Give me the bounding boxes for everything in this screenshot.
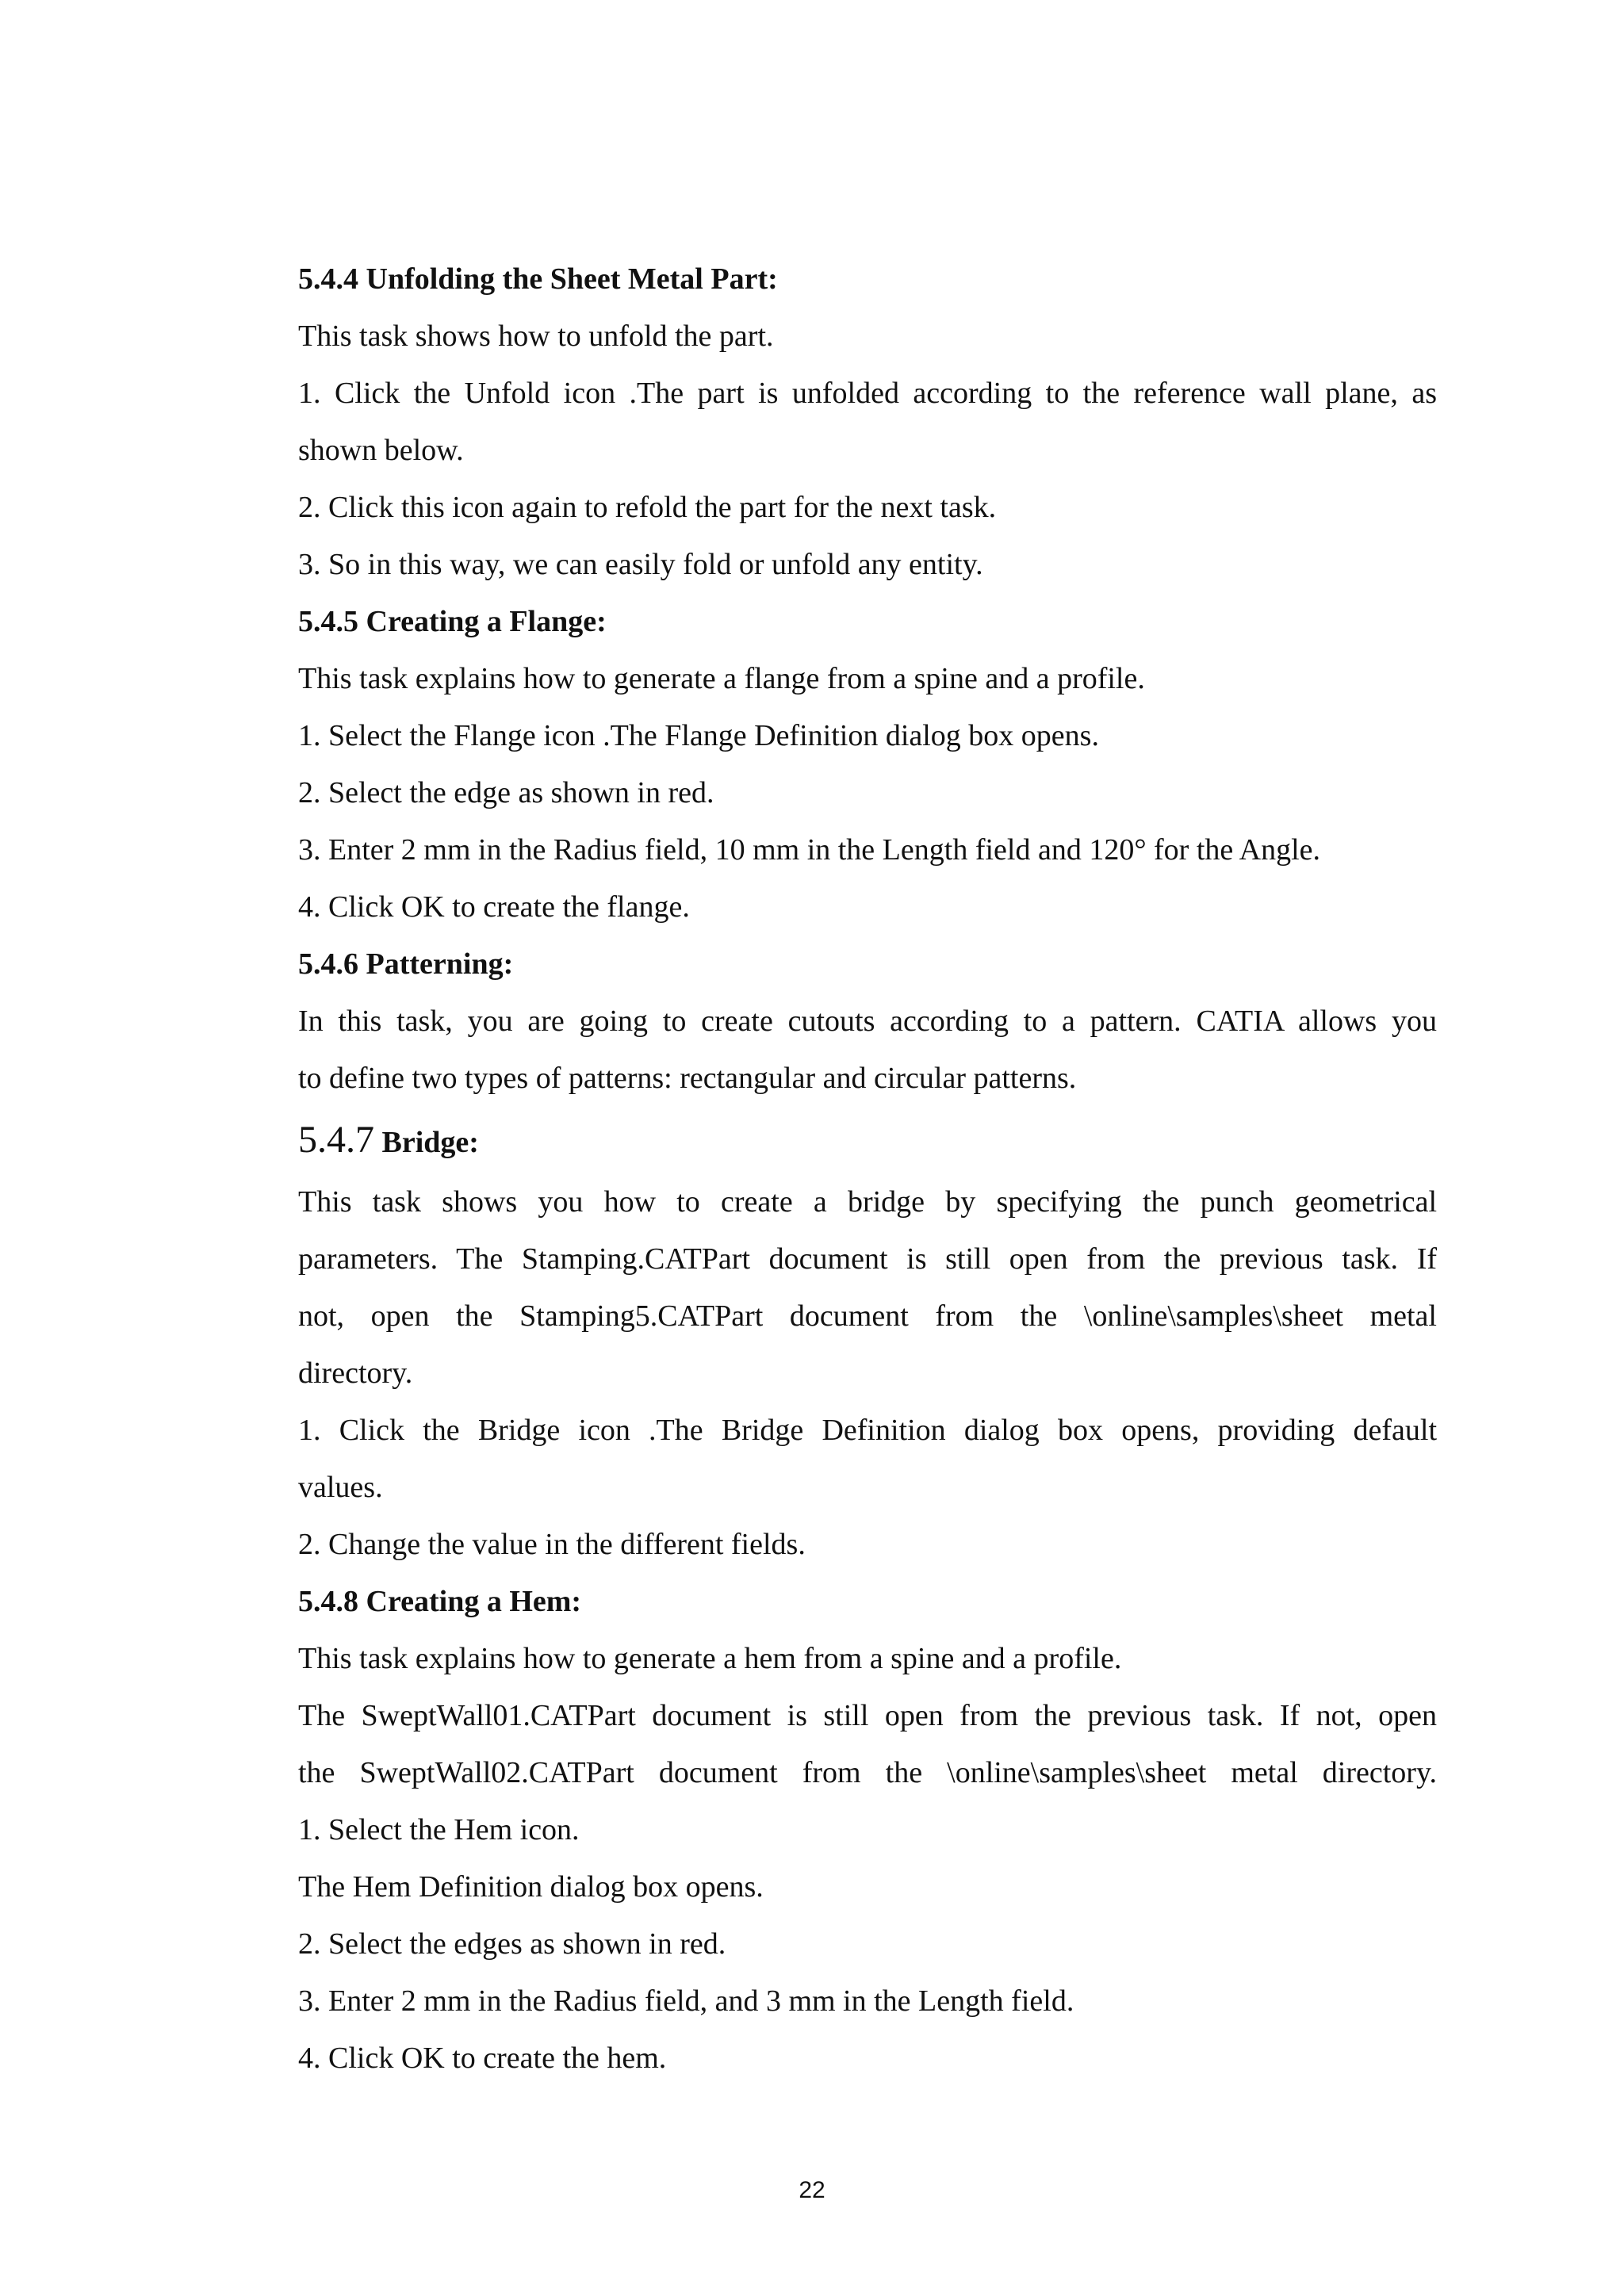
heading-5-4-7 (298, 1107, 1437, 1173)
paragraph-line: directory. (298, 1357, 413, 1390)
heading-5-4-6: 5.4.6 Patterning: (298, 947, 514, 981)
paragraph-line: 2. Click this icon again to refold the part for the next task. (298, 491, 997, 524)
paragraph-line: 1. Select the Hem icon. (298, 1813, 580, 1846)
paragraph-line: 1. Select the Flange icon .The Flange Definition dialog box opens. (298, 719, 1099, 752)
paragraph-line: This task explains how to generate a hem from a spine and a profile. (298, 1642, 1122, 1675)
paragraph-line: 2. Select the edge as shown in red. (298, 776, 714, 809)
paragraph-line: 3. So in this way, we can easily fold or unfold any entity. (298, 548, 983, 581)
heading-5-4-4: 5.4.4 Unfolding the Sheet Metal Part: (298, 262, 778, 296)
paragraph-line: 4. Click OK to create the flange. (298, 890, 690, 924)
paragraph-line: shown below. (298, 434, 464, 467)
paragraph-line: parameters. The Stamping.CATPart document is still open from the previous task. If (298, 1242, 1437, 1276)
heading-text: Bridge: (381, 1126, 479, 1159)
page-number: 22 (799, 2177, 825, 2203)
paragraph-line: This task shows how to unfold the part. (298, 320, 774, 353)
paragraph-line: 2. Select the edges as shown in red. (298, 1927, 726, 1961)
page-content (298, 251, 1437, 2087)
heading-5-4-5: 5.4.5 Creating a Flange: (298, 605, 607, 638)
paragraph-line: not, open the Stamping5.CATPart document from the \online\samples\sheet metal (298, 1299, 1437, 1333)
paragraph-line: The Hem Definition dialog box opens. (298, 1870, 764, 1904)
paragraph-line: In this task, you are going to create cutouts according to a pattern. CATIA allows you (298, 1004, 1437, 1038)
heading-5-4-8: 5.4.8 Creating a Hem: (298, 1585, 582, 1618)
paragraph-line: 2. Change the value in the different fields. (298, 1528, 806, 1561)
paragraph-line: This task explains how to generate a flange from a spine and a profile. (298, 662, 1145, 695)
paragraph-line: 3. Enter 2 mm in the Radius field, and 3 mm in the Length field. (298, 1984, 1074, 2018)
paragraph-line: This task shows you how to create a bridge by specifying the punch geometrical (298, 1185, 1437, 1219)
paragraph-line: The SweptWall01.CATPart document is still open from the previous task. If not, open (298, 1699, 1437, 1732)
paragraph-line: 1. Click the Unfold icon .The part is unfolded according to the reference wall plane, as (298, 377, 1437, 410)
paragraph-line: to define two types of patterns: rectangular and circular patterns. (298, 1062, 1077, 1095)
paragraph-line: 4. Click OK to create the hem. (298, 2042, 667, 2075)
paragraph-line: 3. Enter 2 mm in the Radius field, 10 mm in the Length field and 120° for the Angle. (298, 833, 1321, 867)
paragraph-line: values. (298, 1471, 383, 1504)
paragraph-line: the SweptWall02.CATPart document from the \online\samples\sheet metal directory. (298, 1756, 1437, 1789)
paragraph-line: 1. Click the Bridge icon .The Bridge Definition dialog box opens, providing default (298, 1414, 1437, 1447)
heading-number: 5.4.7 (298, 1119, 374, 1161)
